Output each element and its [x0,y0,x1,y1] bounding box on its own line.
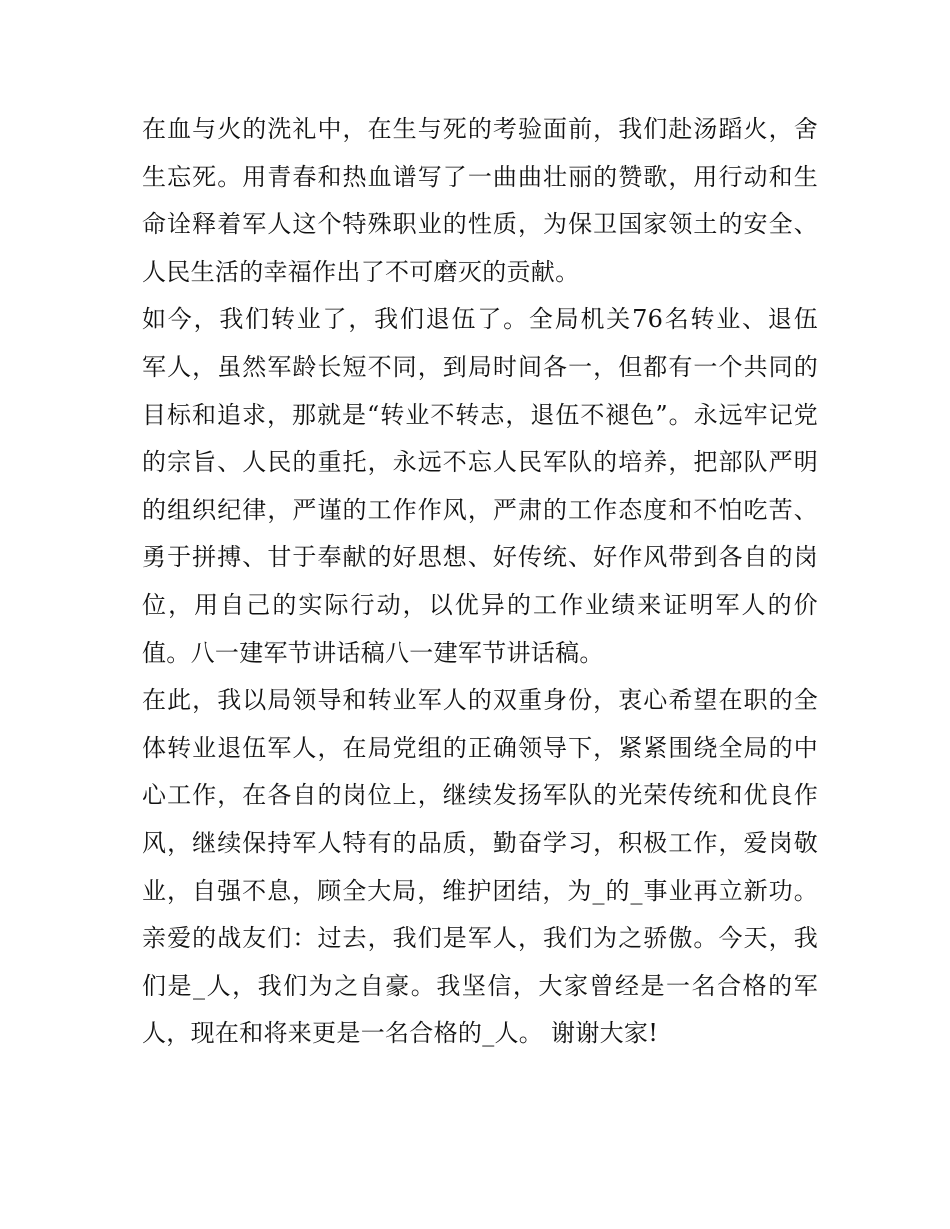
text-line: 目标和追求，那就是“转业不转志，退伍不褪色”。永远牢记党 [142,400,818,429]
text-line: 风，继续保持军人特有的品质，勤奋学习，积极工作，爱岗敬 [142,828,818,857]
paragraph-2 [142,296,818,677]
paragraph-1 [142,106,818,296]
text-line: 亲爱的战友们：过去，我们是军人，我们为之骄傲。今天，我 [142,924,818,953]
text-line: 的组织纪律，严谨的工作作风，严肃的工作态度和不怕吃苦、 [142,495,818,524]
text-line: 在血与火的洗礼中，在生与死的考验面前，我们赴汤蹈火，舍 [142,115,818,143]
text-line: 人民生活的幸福作出了不可磨灭的贡献。 [142,257,580,286]
text-line: 勇于拼搏、甘于奉献的好思想、好传统、好作风带到各自的岗 [142,543,818,572]
paragraph-4 [142,915,818,1058]
text-line: 体转业退伍军人，在局党组的正确领导下，紧紧围绕全局的中 [142,733,818,762]
text-line: 在此，我以局领导和转业军人的双重身份，衷心希望在职的全 [142,686,818,715]
text-line: 心工作，在各自的岗位上，继续发扬军队的光荣传统和优良作 [142,781,818,810]
text-line: 如今，我们转业了，我们退伍了。全局机关76名转业、退伍 [142,305,818,334]
text-line: 业，自强不息，顾全大局，维护团结，为_的_事业再立新功。 [142,876,818,905]
text-line: 位，用自己的实际行动，以优异的工作业绩来证明军人的价 [142,590,818,619]
text-line: 们是_人，我们为之自豪。我坚信，大家曾经是一名合格的军 [142,971,818,1000]
text-line: 命诠释着军人这个特殊职业的性质，为保卫国家领土的安全、 [142,210,818,239]
text-line: 军人，虽然军龄长短不同，到局时间各一，但都有一个共同的 [142,352,818,381]
text-line: 值。八一建军节讲话稿八一建军节讲话稿。 [142,638,604,667]
text-line: 人，现在和将来更是一名合格的_人。 谢谢大家! [142,1019,659,1048]
document-body [142,106,818,1058]
paragraph-3 [142,677,818,915]
text-line: 生忘死。用青春和热血谱写了一曲曲壮丽的赞歌，用行动和生 [142,162,818,191]
text-line: 的宗旨、人民的重托，永远不忘人民军队的培养，把部队严明 [142,448,818,477]
